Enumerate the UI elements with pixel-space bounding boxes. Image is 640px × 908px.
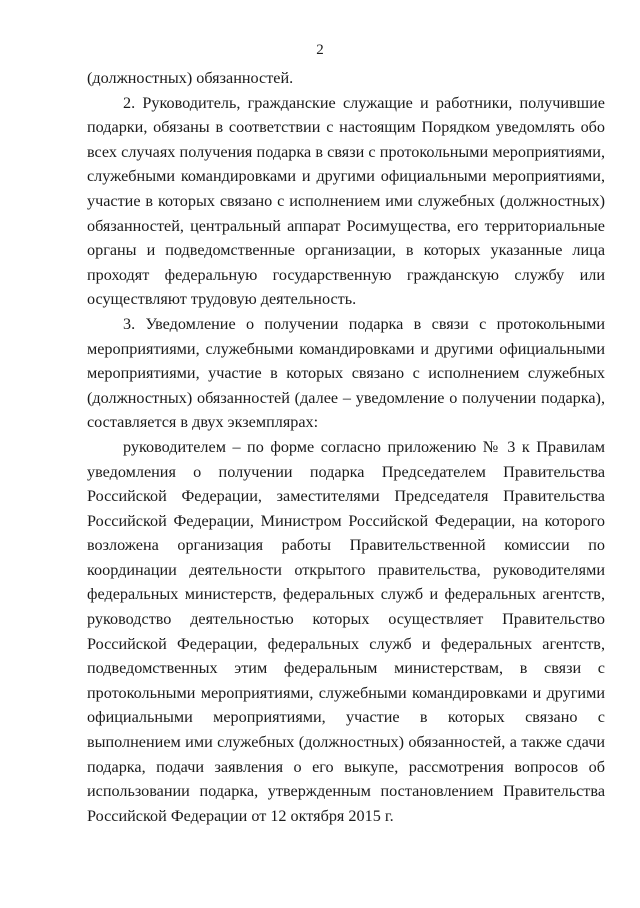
- paragraph-item-2: 2. Руководитель, гражданские служащие и работники, получившие подарки, обязаны в соответствии с настоящим Порядком уведомлять обо всех случаях получения подарка в связи с протокольными мероприятиями, служебными командировками и другими официальными мероприятиями, участие в которых связано с исполнением ими служебных (должностных) обязанностей, центральный аппарат Росимущества, его территориальные органы и подведомственные организации, в которых указанные лица проходят федеральную государственную гражданскую службу или осуществляют трудовую деятельность.: [87, 93, 605, 309]
- document-body: [87, 66, 605, 828]
- page-number: 2: [316, 42, 324, 58]
- paragraph-item-3: 3. Уведомление о получении подарка в связи с протокольными мероприятиями, служебными командировками и другими официальными мероприятиями, участие в которых связано с исполнением служебных (должностных) обязанностей (далее – уведомление о получении подарка), составляется в двух экземплярах:: [87, 314, 605, 432]
- paragraph-manager-notice: руководителем – по форме согласно приложению № 3 к Правилам уведомления о получении подарка Председателем Правительства Российской Федерации, заместителями Председателя Правительства Российской Федерации, Министром Российской Федерации, на которого возложена организация работы Правительственной комиссии по координации деятельности открытого правительства, руководителями федеральных министерств, федеральных служб и федеральных агентств, руководство деятельностью которых осуществляет Правительство Российской Федерации, федеральных служб и федеральных агентств, подведомственных этим федеральным министерствам, в связи с протокольными мероприятиями, служебными командировками и другими официальными мероприятиями, участие в которых связано с выполнением ими служебных (должностных) обязанностей, а также сдачи подарка, подачи заявления о его выкупе, рассмотрения вопросов об использовании подарка, утвержденным постановлением Правительства Российской Федерации от 12 октября 2015 г.: [87, 437, 605, 825]
- paragraph-continuation: (должностных) обязанностей.: [87, 69, 294, 87]
